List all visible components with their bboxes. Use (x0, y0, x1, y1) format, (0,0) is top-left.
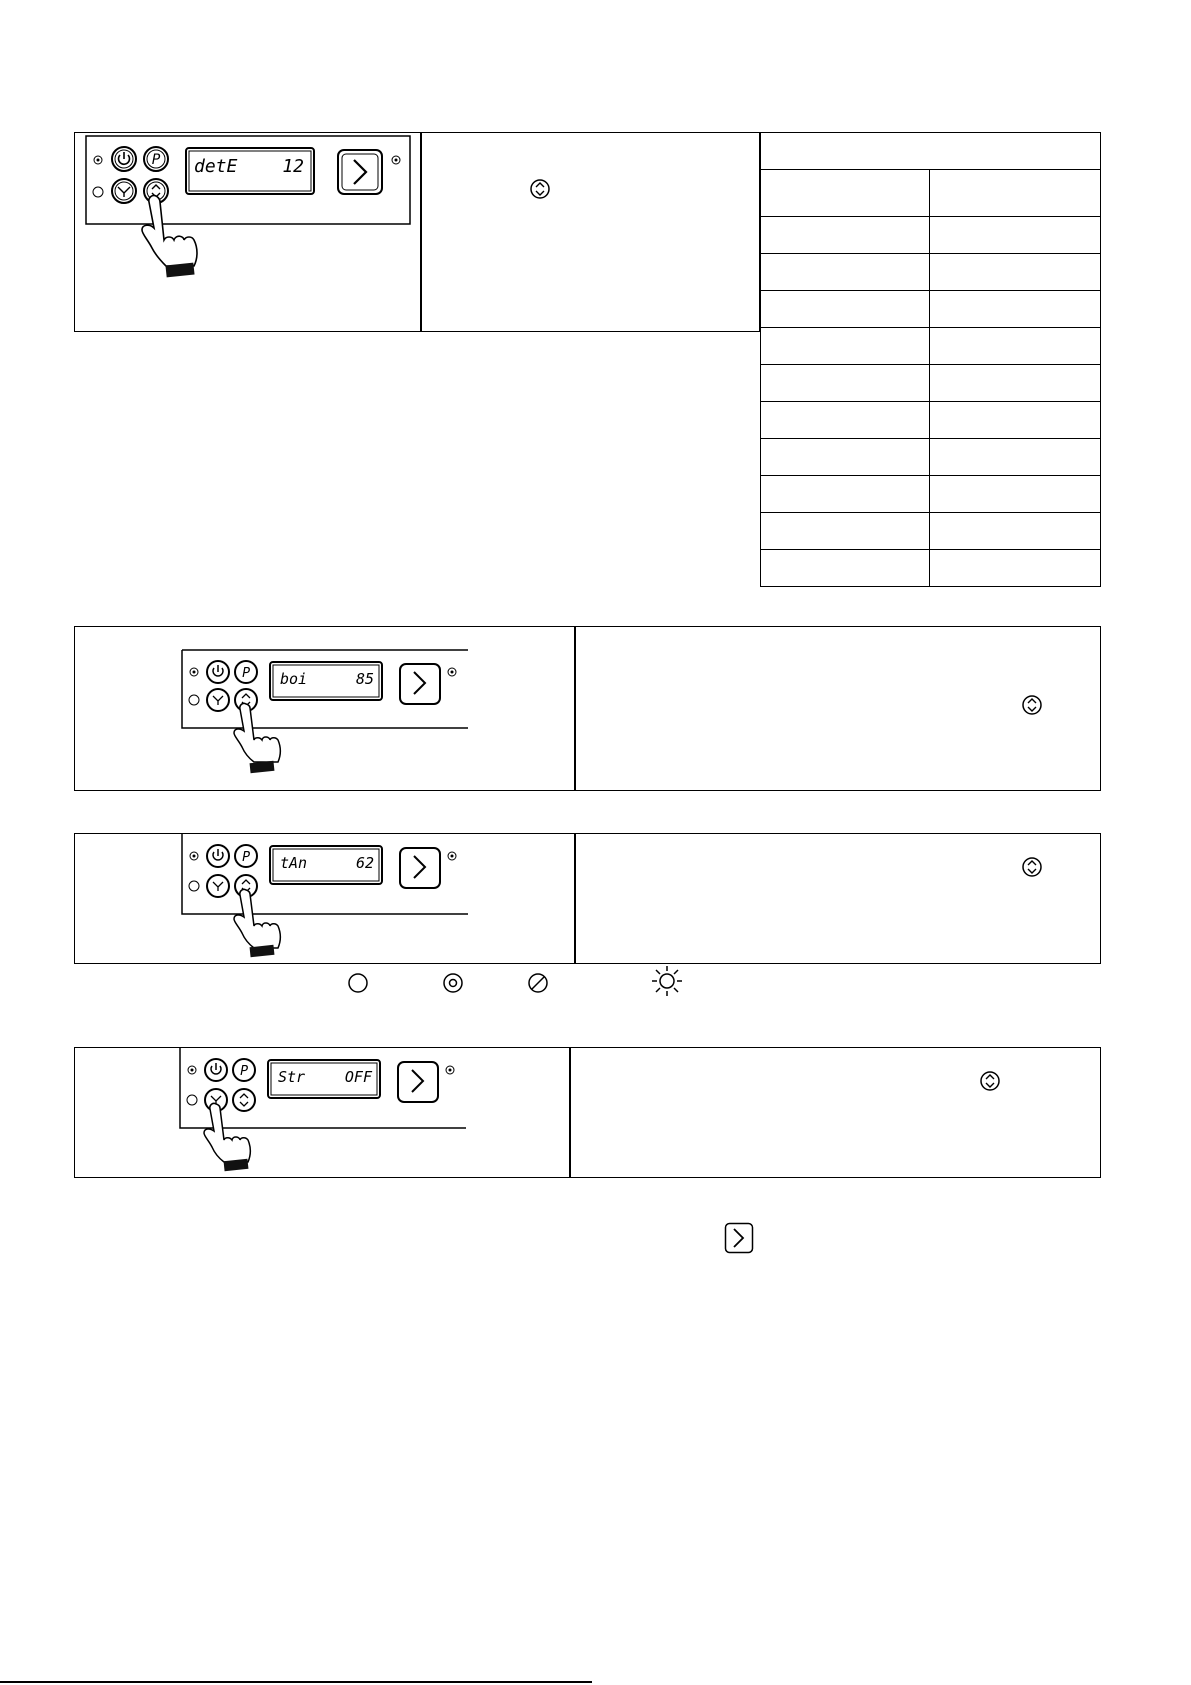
lcd-label: Str (278, 1068, 306, 1086)
up-down-button-icon (233, 1089, 255, 1111)
table-cell (930, 291, 1101, 328)
pointing-hand-icon (142, 195, 197, 277)
table-cell (930, 550, 1101, 587)
table-header-cell (761, 133, 1101, 170)
table-cell (761, 402, 930, 439)
table-cell (761, 328, 930, 365)
table-cell (930, 513, 1101, 550)
lcd-display (270, 662, 382, 700)
next-button-icon (400, 848, 440, 888)
power-button-icon (112, 147, 136, 171)
table-cell (930, 476, 1101, 513)
slashed-circle-icon (527, 972, 549, 994)
control-panel-1 (78, 134, 418, 284)
power-button-icon (207, 845, 229, 867)
lcd-value: 85 (355, 670, 374, 688)
next-button-icon (338, 150, 382, 194)
updown-icon-inline-2 (1021, 694, 1043, 716)
next-button-icon (398, 1062, 438, 1102)
lcd-display (186, 148, 314, 194)
table-cell (930, 328, 1101, 365)
table-cell (761, 365, 930, 402)
lcd-value: 62 (355, 854, 374, 872)
parameter-table (760, 132, 1101, 587)
power-button-icon (205, 1059, 227, 1081)
section-2-divider (574, 626, 576, 791)
lcd-display (268, 1060, 380, 1098)
table-cell (930, 170, 1101, 217)
table-cell (761, 476, 930, 513)
pointing-hand-icon (234, 703, 280, 773)
updown-icon-inline-3 (1021, 856, 1043, 878)
lcd-value: 12 (282, 156, 304, 177)
next-button-inline-icon (724, 1222, 754, 1254)
table-cell (930, 217, 1101, 254)
table-cell (930, 365, 1101, 402)
p-button-icon (233, 1059, 255, 1081)
dot-in-circle-icon (442, 972, 464, 994)
lcd-label: detE (194, 156, 238, 177)
svg-text:P: P (242, 666, 250, 681)
table-cell (761, 217, 930, 254)
table-cell (761, 254, 930, 291)
p-button-icon (235, 661, 257, 683)
lcd-label: tAn (280, 854, 308, 872)
updown-icon-inline-4 (979, 1070, 1001, 1092)
fan-button-icon (207, 875, 229, 897)
section-4-divider (569, 1047, 571, 1178)
table-cell (930, 254, 1101, 291)
control-panel-3 (180, 834, 480, 964)
fan-button-icon (207, 689, 229, 711)
table-cell (930, 439, 1101, 476)
section-1-divider (420, 132, 422, 332)
svg-text:P: P (240, 1064, 248, 1079)
fan-button-icon (112, 179, 136, 203)
lcd-display (270, 846, 382, 884)
table-cell (761, 513, 930, 550)
footer-rule (0, 1681, 592, 1683)
svg-text:P: P (151, 152, 161, 168)
p-button-icon (144, 147, 168, 171)
lcd-value: OFF (344, 1068, 372, 1086)
updown-icon-inline-1 (529, 178, 551, 200)
table-cell (761, 291, 930, 328)
next-button-icon (400, 664, 440, 704)
pointing-hand-icon (204, 1103, 250, 1171)
p-button-icon (235, 845, 257, 867)
svg-text:P: P (242, 850, 250, 865)
control-panel-4 (178, 1048, 478, 1178)
lcd-label: boi (280, 670, 308, 688)
table-cell (761, 439, 930, 476)
sun-icon (650, 964, 684, 998)
control-panel-2 (180, 648, 480, 780)
circle-icon (347, 972, 369, 994)
table-cell (761, 170, 930, 217)
table-cell (761, 550, 930, 587)
table-cell (930, 402, 1101, 439)
pointing-hand-icon (234, 889, 280, 957)
power-button-icon (207, 661, 229, 683)
section-3-divider (574, 833, 576, 964)
